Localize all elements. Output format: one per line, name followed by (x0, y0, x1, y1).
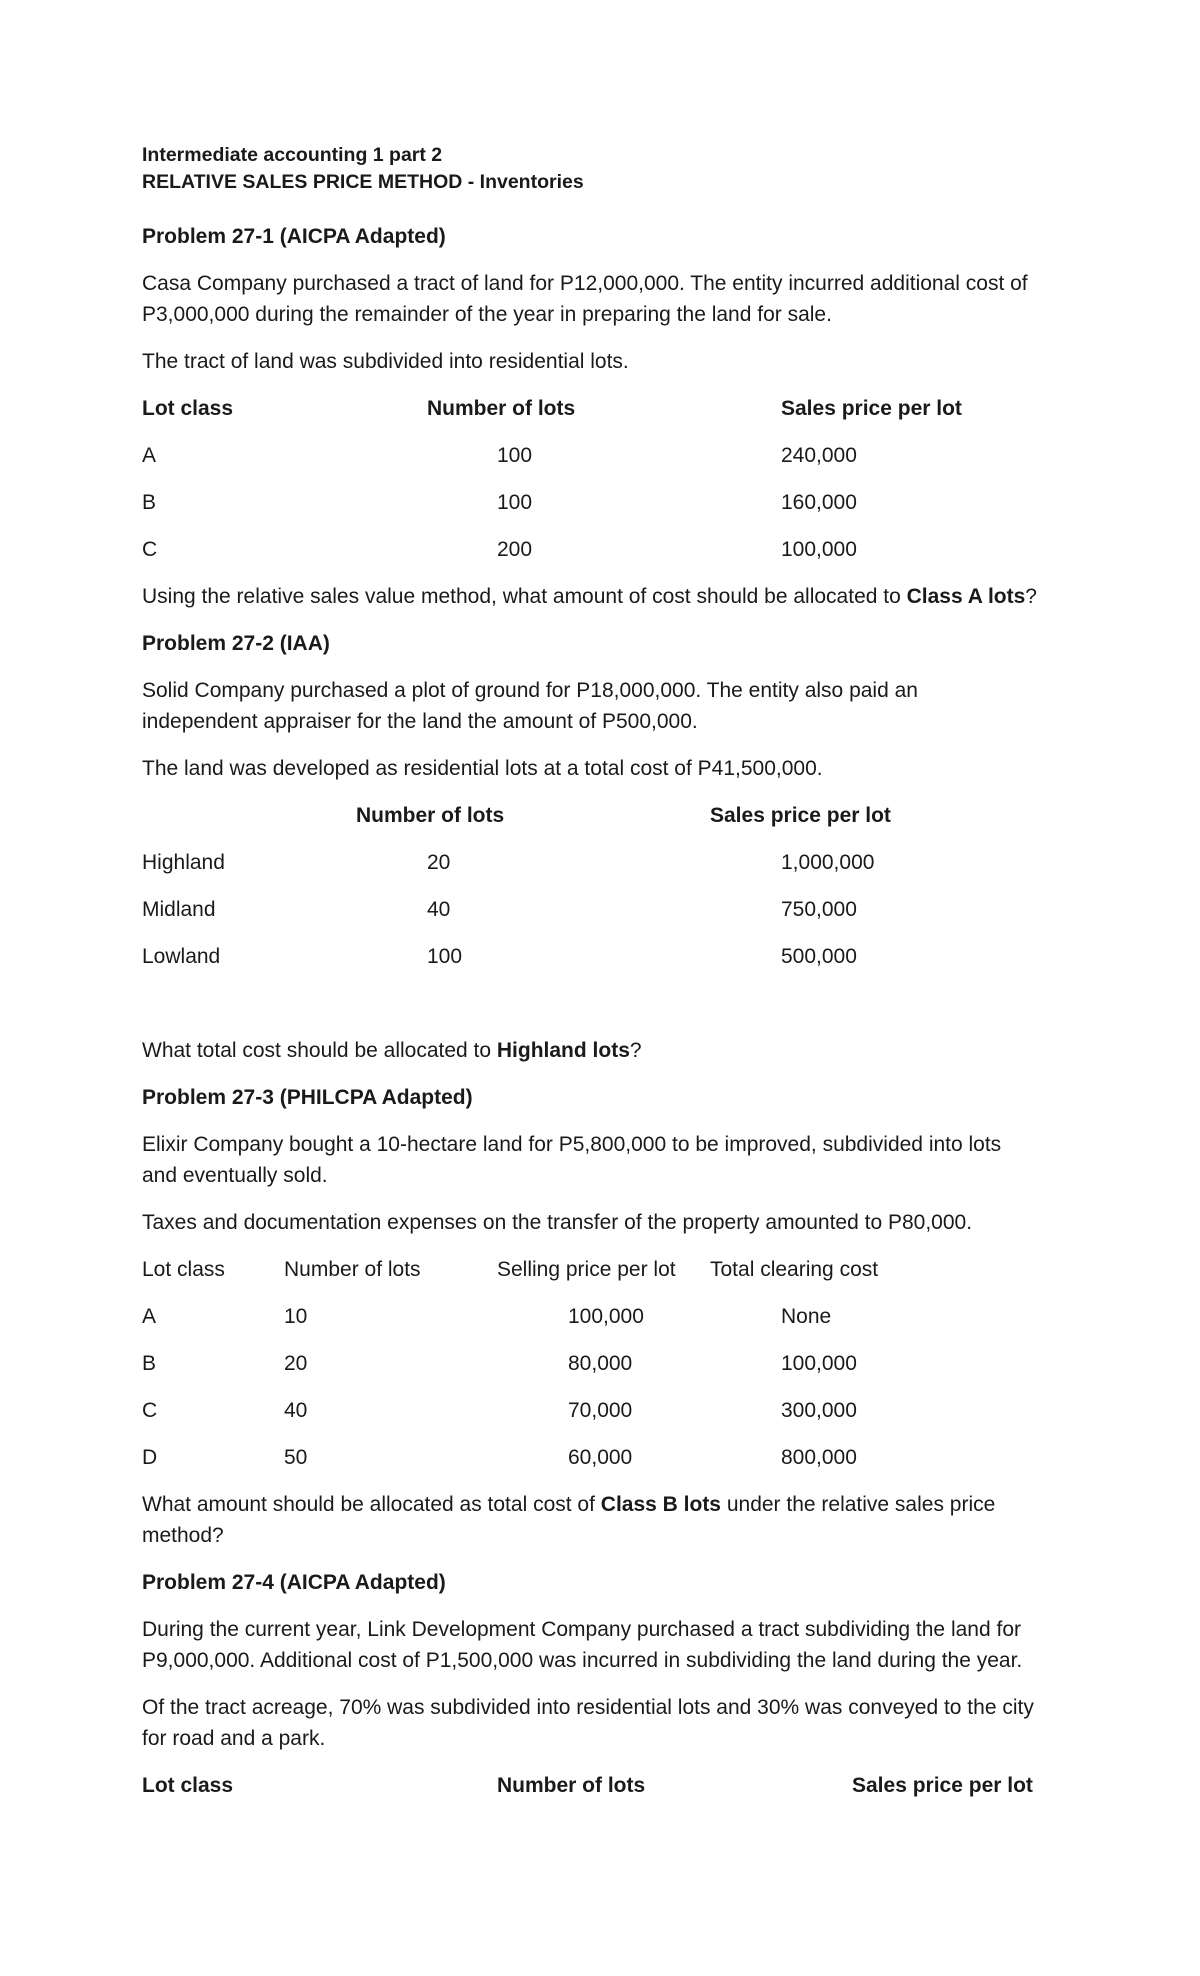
table-cell: 60,000 (568, 1446, 633, 1469)
table-cell: C (142, 538, 158, 561)
table-cell: 300,000 (781, 1399, 857, 1422)
table-header-sales-price: Sales price per lot (710, 804, 891, 827)
problem-27-1-text: The tract of land was subdivided into residential lots. (142, 350, 629, 373)
problem-27-3-question (142, 1489, 995, 1520)
table-cell: 70,000 (568, 1399, 633, 1422)
problem-27-1-text: Casa Company purchased a tract of land for P12,000,000. The entity incurred additional cost of (142, 272, 1028, 295)
problem-27-3-text: Elixir Company bought a 10-hectare land for P5,800,000 to be improved, subdivided into lots (142, 1133, 1002, 1156)
table-cell: A (142, 444, 157, 467)
problem-27-1-text: P3,000,000 during the remainder of the year in preparing the land for sale. (142, 303, 832, 326)
question-emphasis: Class B lots (600, 1493, 721, 1516)
table-header-number-of-lots: Number of lots (497, 1774, 646, 1797)
table-cell: 240,000 (781, 444, 857, 467)
table-cell: Lowland (142, 945, 221, 968)
table-cell: 750,000 (781, 898, 857, 921)
table-header-selling-price: Selling price per lot (497, 1258, 676, 1281)
problem-27-3-question: method? (142, 1524, 224, 1547)
table-cell: 20 (284, 1352, 308, 1375)
table-header-number-of-lots: Number of lots (427, 397, 576, 420)
table-cell: None (781, 1305, 832, 1328)
question-text: under the relative sales price (721, 1493, 996, 1516)
table-cell: 10 (284, 1305, 308, 1328)
problem-27-4-text: During the current year, Link Development Company purchased a tract subdividing the land for (142, 1618, 1021, 1641)
table-header-lot-class: Lot class (142, 1258, 225, 1281)
table-cell: 200 (497, 538, 533, 561)
question-text: What amount should be allocated as total cost of (142, 1493, 601, 1516)
problem-27-4-text: for road and a park. (142, 1727, 326, 1750)
problem-27-3-text: and eventually sold. (142, 1164, 328, 1187)
table-cell: 80,000 (568, 1352, 633, 1375)
problem-27-4-text: Of the tract acreage, 70% was subdivided into residential lots and 30% was conveyed to the city (142, 1696, 1034, 1719)
problem-27-2-question (142, 1035, 642, 1066)
table-header-number-of-lots: Number of lots (356, 804, 505, 827)
table-cell: 1,000,000 (781, 851, 875, 874)
problem-27-1-question (142, 581, 1037, 612)
table-cell: 100,000 (568, 1305, 644, 1328)
table-cell: 100 (497, 491, 533, 514)
problem-27-3-title: Problem 27-3 (PHILCPA Adapted) (142, 1086, 473, 1109)
table-cell: 800,000 (781, 1446, 857, 1469)
question-emphasis: Highland lots (496, 1039, 630, 1062)
table-cell: 500,000 (781, 945, 857, 968)
question-text: What total cost should be allocated to (142, 1039, 497, 1062)
problem-27-4-title: Problem 27-4 (AICPA Adapted) (142, 1571, 446, 1594)
table-cell: 100 (427, 945, 463, 968)
course-title: Intermediate accounting 1 part 2 (142, 144, 443, 166)
problem-27-2-text: Solid Company purchased a plot of ground for P18,000,000. The entity also paid an (142, 679, 918, 702)
question-text: ? (1025, 585, 1037, 608)
topic-title: RELATIVE SALES PRICE METHOD - Inventories (142, 171, 584, 193)
problem-27-1-title: Problem 27-1 (AICPA Adapted) (142, 225, 446, 248)
problem-27-2-text: The land was developed as residential lots at a total cost of P41,500,000. (142, 757, 823, 780)
table-cell: A (142, 1305, 157, 1328)
table-cell: 160,000 (781, 491, 857, 514)
table-cell: B (142, 491, 157, 514)
table-header-number-of-lots: Number of lots (284, 1258, 421, 1281)
table-cell: Midland (142, 898, 216, 921)
table-header-lot-class: Lot class (142, 397, 234, 420)
table-header-sales-price: Sales price per lot (852, 1774, 1033, 1797)
table-cell: 40 (284, 1399, 308, 1422)
problem-27-3-text: Taxes and documentation expenses on the transfer of the property amounted to P80,000. (142, 1211, 973, 1234)
table-cell: D (142, 1446, 158, 1469)
table-cell: 100 (497, 444, 533, 467)
question-text: Using the relative sales value method, what amount of cost should be allocated to (142, 585, 907, 608)
table-cell: B (142, 1352, 157, 1375)
table-cell: Highland (142, 851, 225, 874)
table-header-clearing-cost: Total clearing cost (710, 1258, 879, 1281)
table-cell: 20 (427, 851, 451, 874)
problem-27-2-title: Problem 27-2 (IAA) (142, 632, 330, 655)
table-cell: 100,000 (781, 1352, 857, 1375)
table-cell: C (142, 1399, 158, 1422)
table-cell: 40 (427, 898, 451, 921)
table-cell: 50 (284, 1446, 308, 1469)
question-text: ? (629, 1039, 642, 1062)
problem-27-2-text: independent appraiser for the land the amount of P500,000. (142, 710, 698, 733)
table-cell: 100,000 (781, 538, 857, 561)
table-header-lot-class: Lot class (142, 1774, 234, 1797)
problem-27-4-text: P9,000,000. Additional cost of P1,500,000 was incurred in subdividing the land during the year. (142, 1649, 1023, 1672)
question-emphasis: Class A lots (906, 585, 1026, 608)
table-header-sales-price: Sales price per lot (781, 397, 962, 420)
